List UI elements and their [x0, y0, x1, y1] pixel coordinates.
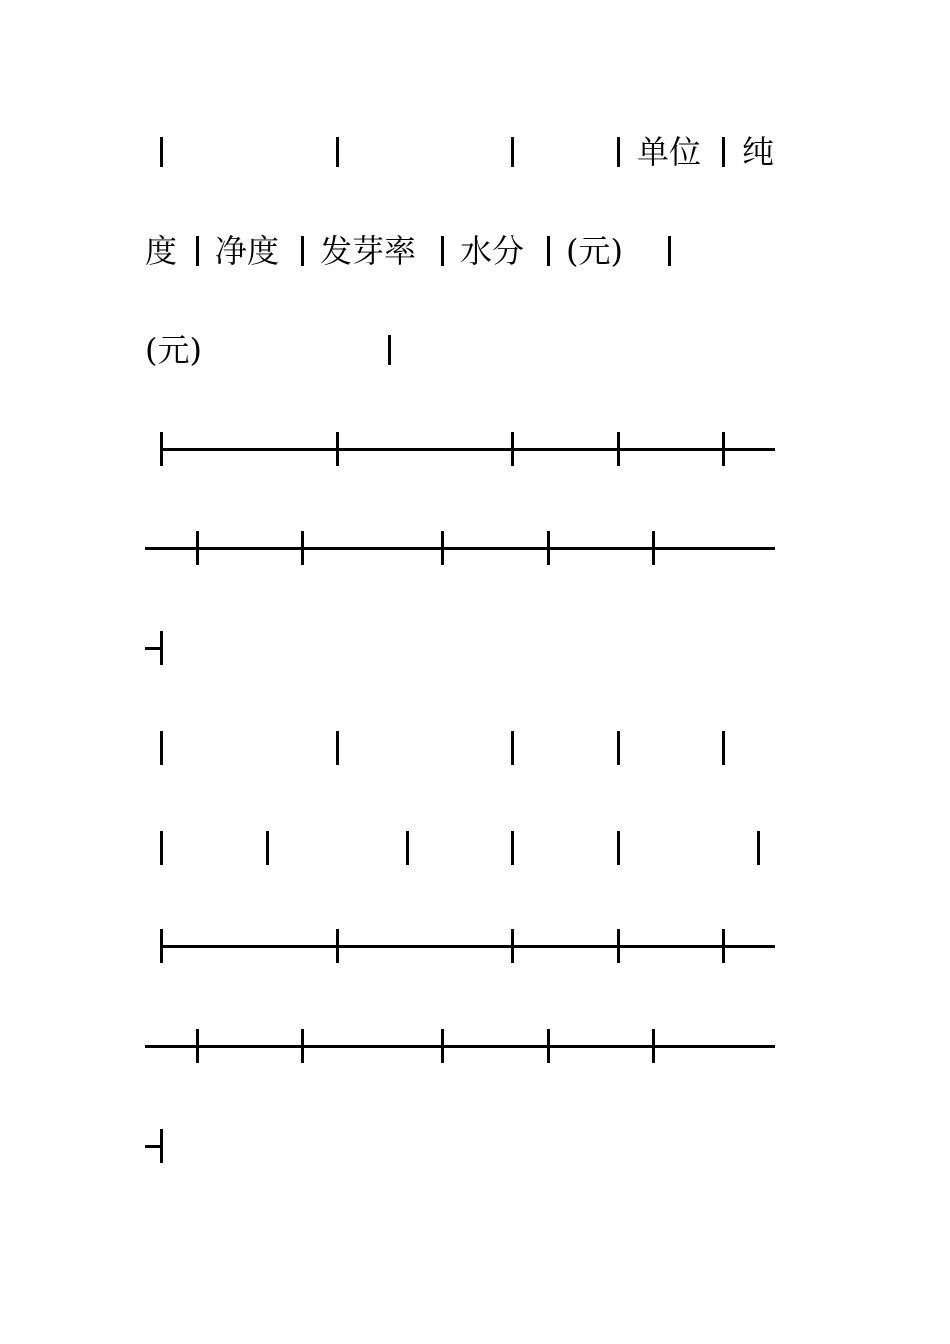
column-divider	[388, 335, 391, 365]
horizontal-rule	[160, 448, 775, 451]
column-divider	[617, 137, 620, 167]
table-rule-end	[145, 1125, 785, 1169]
column-divider	[757, 831, 760, 865]
rule-junction	[196, 1029, 199, 1063]
column-divider	[547, 236, 550, 266]
column-divider	[617, 831, 620, 865]
rule-junction	[160, 1129, 163, 1163]
column-divider	[406, 831, 409, 865]
rule-junction	[511, 929, 514, 963]
column-divider	[196, 236, 199, 266]
column-divider	[301, 236, 304, 266]
column-divider	[441, 236, 444, 266]
rule-junction	[441, 1029, 444, 1063]
rule-junction	[301, 531, 304, 565]
rule-junction	[160, 929, 163, 963]
column-divider	[617, 731, 620, 765]
purity-label-part-2: 度	[145, 232, 178, 270]
rule-junction	[722, 929, 725, 963]
horizontal-rule	[145, 1145, 160, 1148]
purity-label-part-1: 纯	[742, 133, 775, 171]
table-header-line-3	[145, 328, 785, 372]
rule-junction	[441, 531, 444, 565]
table-header-line-1	[145, 130, 785, 174]
table-header-line-2	[145, 229, 785, 273]
rule-junction	[196, 531, 199, 565]
table-rule-line	[145, 925, 785, 969]
column-divider	[160, 831, 163, 865]
column-divider	[511, 731, 514, 765]
rule-junction	[336, 929, 339, 963]
table-row-line	[145, 826, 785, 870]
rule-junction	[547, 1029, 550, 1063]
rule-junction	[336, 432, 339, 466]
horizontal-rule	[145, 547, 775, 550]
column-divider	[722, 137, 725, 167]
germination-rate-label: 发芽率	[320, 232, 417, 270]
table-rule-line	[145, 428, 785, 472]
column-divider	[668, 236, 671, 266]
table-rule-line	[145, 527, 785, 571]
column-divider	[722, 731, 725, 765]
rule-junction	[511, 432, 514, 466]
unit-label: 单位	[637, 133, 702, 171]
horizontal-rule	[160, 945, 775, 948]
table-row-line	[145, 726, 785, 770]
yuan-label: (元)	[566, 232, 623, 270]
rule-junction	[160, 432, 163, 466]
rule-junction	[722, 432, 725, 466]
column-divider	[336, 731, 339, 765]
rule-junction	[652, 531, 655, 565]
yuan-label: (元)	[145, 331, 202, 369]
table-rule-end	[145, 627, 785, 671]
moisture-label: 水分	[460, 232, 525, 270]
rule-junction	[160, 631, 163, 665]
rule-junction	[617, 929, 620, 963]
rule-junction	[547, 531, 550, 565]
rule-junction	[617, 432, 620, 466]
column-divider	[511, 137, 514, 167]
rule-junction	[652, 1029, 655, 1063]
horizontal-rule	[145, 647, 160, 650]
column-divider	[160, 137, 163, 167]
column-divider	[336, 137, 339, 167]
column-divider	[266, 831, 269, 865]
column-divider	[511, 831, 514, 865]
column-divider	[160, 731, 163, 765]
cleanliness-label: 净度	[215, 232, 280, 270]
horizontal-rule	[145, 1045, 775, 1048]
table-rule-line	[145, 1025, 785, 1069]
rule-junction	[301, 1029, 304, 1063]
